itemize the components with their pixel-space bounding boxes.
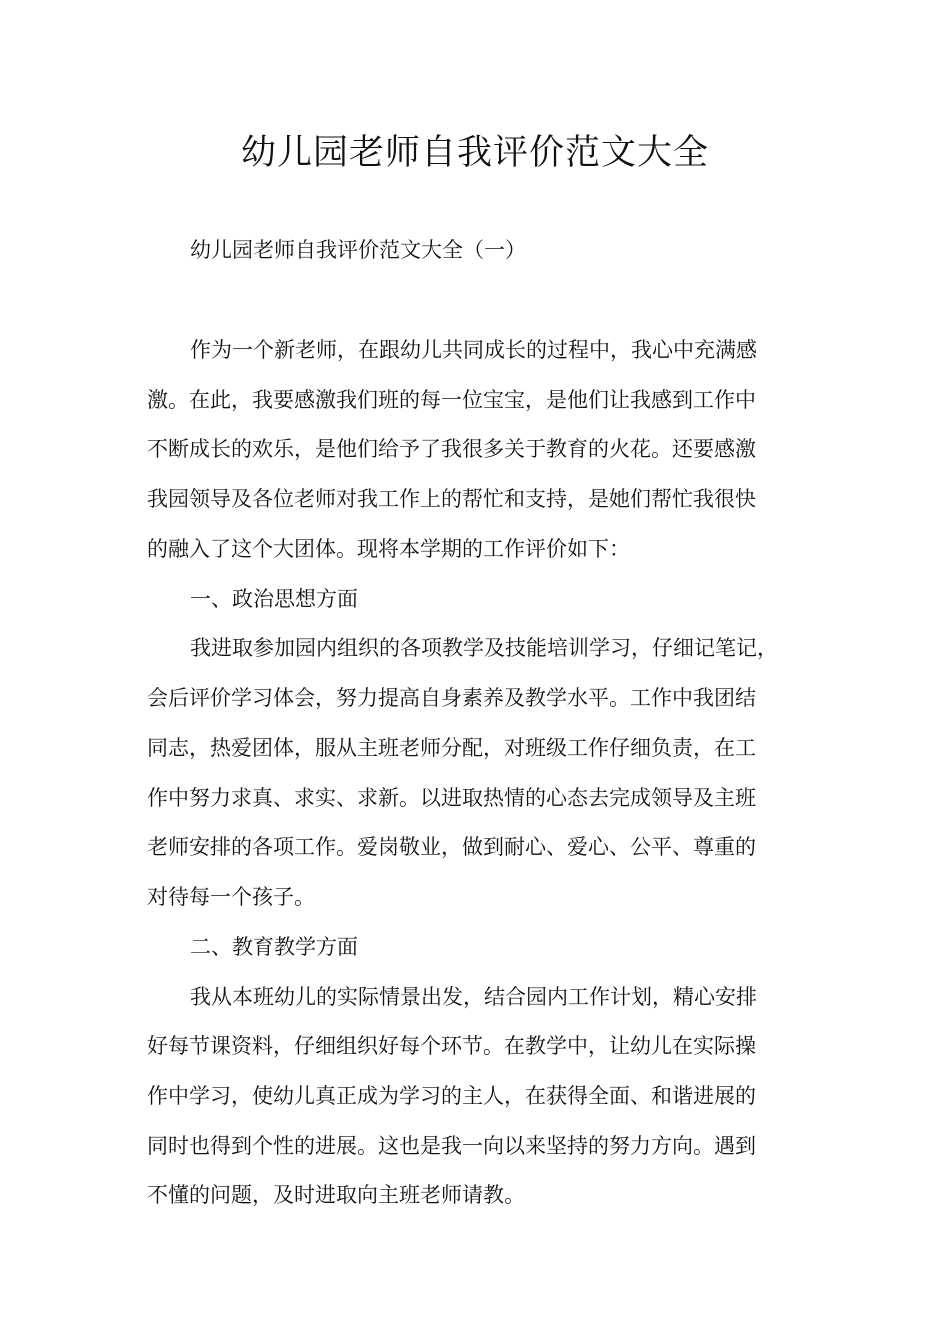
paragraph-2-line-3: 同志，热爱团体，服从主班老师分配，对班级工作仔细负责，在工 (147, 736, 756, 760)
paragraph-2-line-2: 会后评价学习体会，努力提高自身素养及教学水平。工作中我团结 (147, 686, 756, 710)
paragraph-3-line-3: 作中学习，使幼儿真正成为学习的主人，在获得全面、和谐进展的 (147, 1084, 756, 1108)
paragraph-3-line-1: 我从本班幼儿的实际情景出发，结合园内工作计划，精心安排 (190, 985, 757, 1009)
paragraph-1-line-1: 作为一个新老师，在跟幼儿共同成长的过程中，我心中充满感 (190, 338, 757, 362)
paragraph-2-line-1: 我进取参加园内组织的各项教学及技能培训学习，仔细记笔记， (190, 636, 778, 660)
paragraph-3-line-5: 不懂的问题，及时进取向主班老师请教。 (147, 1183, 525, 1207)
section-heading-2: 二、教育教学方面 (190, 935, 358, 959)
paragraph-1-line-3: 不断成长的欢乐，是他们给予了我很多关于教育的火花。还要感激 (147, 437, 756, 461)
document-subtitle: 幼儿园老师自我评价范文大全（一） (190, 238, 526, 262)
document-title: 幼儿园老师自我评价范文大全 (240, 133, 709, 173)
paragraph-1-line-2: 激。在此，我要感激我们班的每一位宝宝，是他们让我感到工作中 (147, 388, 756, 412)
paragraph-1-line-5: 的融入了这个大团体。现将本学期的工作评价如下： (147, 537, 630, 561)
paragraph-3-line-4: 同时也得到个性的进展。这也是我一向以来坚持的努力方向。遇到 (147, 1134, 756, 1158)
paragraph-1-line-4: 我园领导及各位老师对我工作上的帮忙和支持，是她们帮忙我很快 (147, 487, 756, 511)
paragraph-2-line-6: 对待每一个孩子。 (147, 885, 315, 909)
section-heading-1: 一、政治思想方面 (190, 587, 358, 611)
paragraph-3-line-2: 好每节课资料，仔细组织好每个环节。在教学中，让幼儿在实际操 (147, 1034, 756, 1058)
paragraph-2-line-5: 老师安排的各项工作。爱岗敬业，做到耐心、爱心、公平、尊重的 (147, 835, 756, 859)
paragraph-2-line-4: 作中努力求真、求实、求新。以进取热情的心态去完成领导及主班 (147, 786, 756, 810)
